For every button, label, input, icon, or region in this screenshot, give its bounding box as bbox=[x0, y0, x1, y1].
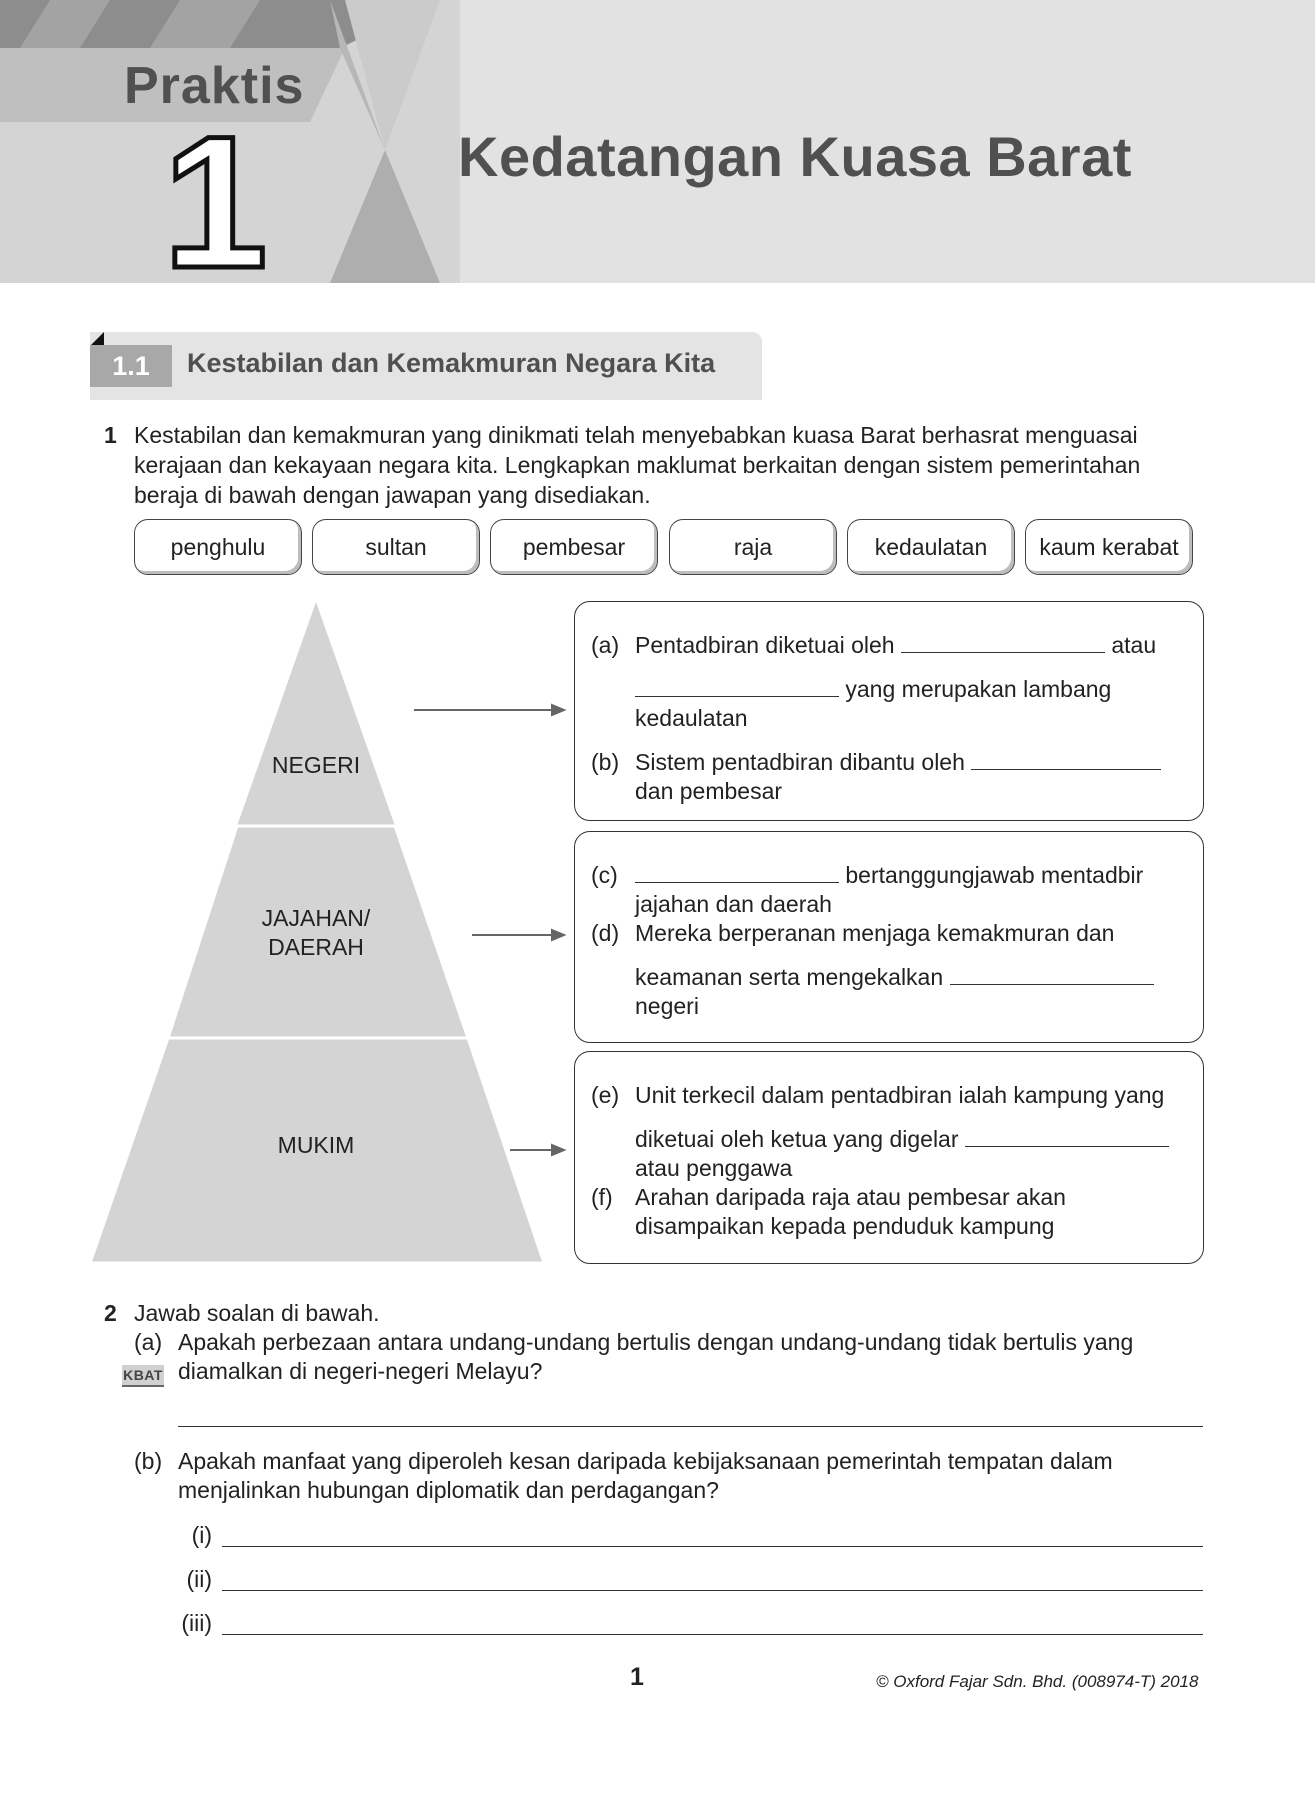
q2b-sub-label-iii: (iii) bbox=[181, 1610, 212, 1636]
item-label-b: (b) bbox=[591, 749, 620, 775]
item-e-text: diketuai oleh ketua yang digelar bbox=[635, 1126, 959, 1152]
pyramid-label-line: DAERAH bbox=[268, 934, 364, 960]
item-c-line1 bbox=[635, 860, 1143, 890]
blank-a1[interactable] bbox=[901, 630, 1105, 653]
item-e-line3: atau penggawa bbox=[635, 1155, 793, 1181]
item-f-line2: disampaikan kepada penduduk kampung bbox=[635, 1213, 1055, 1239]
item-b-text: Sistem pentadbiran dibantu oleh bbox=[635, 749, 965, 775]
item-c-line2: jajahan dan daerah bbox=[635, 891, 832, 917]
praktis-label: Praktis bbox=[124, 57, 305, 115]
kbat-badge: KBAT bbox=[122, 1365, 164, 1387]
answer-chip-kaum-kerabat[interactable]: kaum kerabat bbox=[1025, 519, 1193, 575]
section-number: 1.1 bbox=[90, 345, 172, 387]
item-a-text: atau bbox=[1111, 632, 1157, 658]
question-1-line: Kestabilan dan kemakmuran yang dinikmati telah menyebabkan kuasa Barat berhasrat menguasai bbox=[134, 422, 1138, 448]
item-d-line2 bbox=[635, 962, 1154, 992]
arrow-head bbox=[552, 930, 564, 940]
q2b-line1: Apakah manfaat yang diperoleh kesan daripada kebijaksanaan pemerintah tempatan dalam bbox=[178, 1448, 1113, 1474]
blank-a2[interactable] bbox=[635, 674, 839, 697]
item-b-line2: dan pembesar bbox=[635, 778, 783, 804]
q2a-line2: diamalkan di negeri-negeri Melayu? bbox=[178, 1358, 543, 1384]
q2a-label: (a) bbox=[134, 1329, 163, 1355]
item-a-line1 bbox=[635, 630, 1195, 660]
item-d-line1: Mereka berperanan menjaga kemakmuran dan bbox=[635, 920, 1115, 946]
item-b-line1 bbox=[635, 747, 1161, 777]
item-d-text: keamanan serta mengekalkan bbox=[635, 964, 944, 990]
pyramid-label-mukim: MUKIM bbox=[277, 1132, 355, 1158]
item-c-text: bertanggungjawab mentadbir bbox=[845, 862, 1144, 888]
item-label-c: (c) bbox=[591, 862, 618, 888]
pyramid-label-negeri: NEGERI bbox=[271, 752, 361, 778]
item-a-line2 bbox=[635, 674, 1111, 704]
chapter-title: Kedatangan Kuasa Barat bbox=[458, 125, 1132, 188]
question-1-line: kerajaan dan kekayaan negara kita. Lengkapkan maklumat berkaitan dengan sistem pemerintahan bbox=[134, 452, 1141, 478]
question-2-number: 2 bbox=[104, 1300, 117, 1326]
answer-line-q2b-iii[interactable] bbox=[222, 1634, 1203, 1635]
answer-chip-pembesar[interactable]: pembesar bbox=[490, 519, 658, 575]
item-label-e: (e) bbox=[591, 1082, 620, 1108]
question-1-number: 1 bbox=[104, 422, 117, 448]
item-a-line3: kedaulatan bbox=[635, 705, 748, 731]
answer-chip-penghulu[interactable]: penghulu bbox=[134, 519, 302, 575]
item-e-line2 bbox=[635, 1124, 1169, 1154]
answer-chip-kedaulatan[interactable]: kedaulatan bbox=[847, 519, 1015, 575]
blank-b[interactable] bbox=[971, 747, 1161, 770]
item-a-text: Pentadbiran diketuai oleh bbox=[635, 632, 895, 658]
question-1-line: beraja di bawah dengan jawapan yang disediakan. bbox=[134, 482, 651, 508]
praktis-number: 1 bbox=[163, 97, 268, 283]
item-label-d: (d) bbox=[591, 920, 620, 946]
item-f-line1: Arahan daripada raja atau pembesar akan bbox=[635, 1184, 1066, 1210]
section-title: Kestabilan dan Kemakmuran Negara Kita bbox=[187, 348, 716, 378]
q2a-line1: Apakah perbezaan antara undang-undang bertulis dengan undang-undang tidak bertulis yang bbox=[178, 1329, 1134, 1355]
q2b-sub-label-i: (i) bbox=[191, 1522, 212, 1548]
answer-line-q2b-i[interactable] bbox=[222, 1546, 1203, 1547]
item-e-line1: Unit terkecil dalam pentadbiran ialah kampung yang bbox=[635, 1082, 1165, 1108]
q2b-label: (b) bbox=[134, 1448, 163, 1474]
item-label-a: (a) bbox=[591, 632, 620, 658]
blank-c[interactable] bbox=[635, 860, 839, 883]
q2b-sub-label-ii: (ii) bbox=[186, 1566, 212, 1592]
pyramid-label-jajahan bbox=[206, 904, 426, 962]
answer-chip-sultan[interactable]: sultan bbox=[312, 519, 480, 575]
pyramid-level-negeri bbox=[237, 602, 395, 826]
answer-line-q2a[interactable] bbox=[178, 1426, 1203, 1427]
item-a-text: yang merupakan lambang bbox=[845, 676, 1112, 702]
answer-chip-raja[interactable]: raja bbox=[669, 519, 837, 575]
answer-line-q2b-ii[interactable] bbox=[222, 1590, 1203, 1591]
arrow-head bbox=[552, 1145, 564, 1155]
question-2-intro: Jawab soalan di bawah. bbox=[134, 1300, 380, 1326]
copyright-text: © Oxford Fajar Sdn. Bhd. (008974-T) 2018 bbox=[876, 1672, 1199, 1691]
blank-e[interactable] bbox=[965, 1124, 1169, 1147]
item-d-line3: negeri bbox=[635, 993, 699, 1019]
blank-d[interactable] bbox=[950, 962, 1154, 985]
item-label-f: (f) bbox=[591, 1184, 613, 1210]
pyramid-label-line: JAJAHAN/ bbox=[261, 905, 371, 931]
arrow-head bbox=[552, 705, 564, 715]
q2b-line2: menjalinkan hubungan diplomatik dan perdagangan? bbox=[178, 1477, 719, 1503]
page-number: 1 bbox=[630, 1663, 644, 1691]
